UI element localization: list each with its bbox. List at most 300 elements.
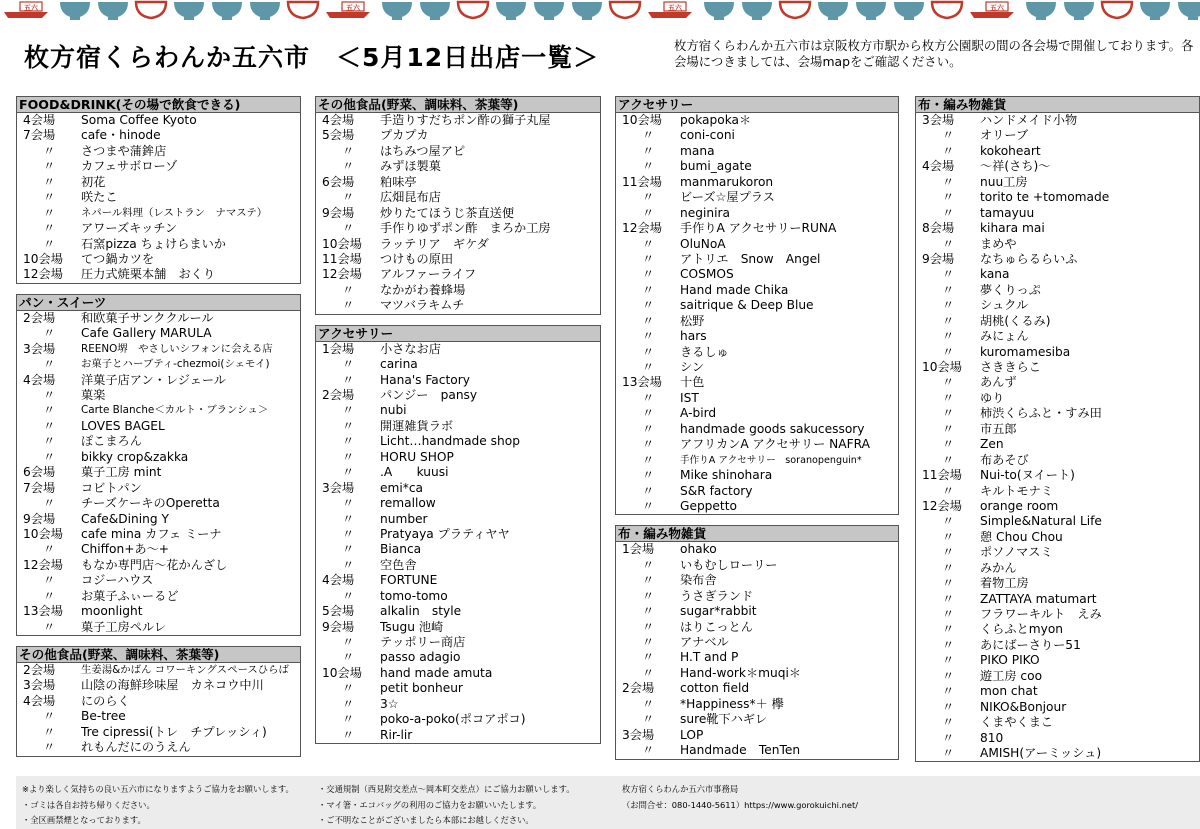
vendor-row xyxy=(316,159,600,174)
vendor-row xyxy=(616,573,898,588)
vendor-row xyxy=(616,542,898,557)
vendor-name: 松野 xyxy=(680,313,705,328)
venue-number: 12会場 xyxy=(922,498,962,513)
vendor-name: ohako xyxy=(680,542,717,557)
venue-number: 〃 xyxy=(43,542,56,557)
vendor-name: Chiffon+あ〜+ xyxy=(81,542,169,557)
venue-number: 〃 xyxy=(642,604,655,619)
vendor-row xyxy=(17,450,300,465)
vendor-name: manmarukoron xyxy=(680,174,774,189)
vendor-row xyxy=(17,558,300,573)
vendor-row xyxy=(916,283,1199,298)
venue-number: 〃 xyxy=(642,483,655,498)
venue-number: 〃 xyxy=(342,727,355,742)
vendor-row xyxy=(316,190,600,205)
vendor-row xyxy=(316,267,600,282)
vendor-name: 生姜湯&かばん コワーキングスペースひらば xyxy=(81,664,289,676)
vendor-name: 圧力式焼栗本舗 おくり xyxy=(81,267,216,282)
vendor-row xyxy=(916,592,1199,607)
venue-number: 〃 xyxy=(342,190,355,205)
bowl-outline-icon xyxy=(610,2,640,18)
section-header: その他食品(野菜、調味料、茶葉等) xyxy=(17,647,300,663)
vendor-row xyxy=(616,635,898,650)
bowl-icon xyxy=(704,2,734,18)
bowl-foot-icon xyxy=(1188,17,1198,20)
venue-number: 〃 xyxy=(43,159,56,174)
vendor-row xyxy=(916,638,1199,653)
vendor-row xyxy=(17,709,300,724)
venue-number: 〃 xyxy=(43,221,56,236)
footer-note: ・ゴミは各自お持ち帰りください。 xyxy=(22,799,155,810)
venue-number: 〃 xyxy=(642,329,655,344)
vendor-name: くらふとmyon xyxy=(980,622,1064,637)
vendor-row xyxy=(916,514,1199,529)
vendor-row xyxy=(316,481,600,496)
section-header: 布・編み物雑貨 xyxy=(916,97,1199,113)
banner-logo-text: 五六 xyxy=(24,4,38,12)
bowl-outline-icon xyxy=(1102,2,1132,18)
venue-number: 〃 xyxy=(342,143,355,158)
venue-number: 11会場 xyxy=(322,251,362,266)
vendor-name: 着物工房 xyxy=(980,576,1029,591)
venue-number: 6会場 xyxy=(23,465,56,480)
vendor-name: フラワーキルト えみ xyxy=(980,607,1102,621)
venue-number: 〃 xyxy=(642,128,655,143)
vendor-name: 十色 xyxy=(680,375,705,390)
vendor-row xyxy=(916,684,1199,699)
footer-note: ・ご不明なことがございましたら本部にお越しください。 xyxy=(318,815,534,825)
vendor-row xyxy=(17,725,300,740)
vendor-row xyxy=(17,589,300,604)
vendor-row xyxy=(316,237,600,252)
vendor-name: カフェサボローゾ xyxy=(81,159,178,174)
venue-number: 〃 xyxy=(43,709,56,724)
vendor-name: PIKO PIKO xyxy=(980,653,1040,668)
vendor-name: coni-coni xyxy=(680,128,735,143)
venue-number: 〃 xyxy=(942,267,955,282)
vendor-section xyxy=(915,96,1200,762)
vendor-name: remallow xyxy=(380,496,436,511)
vendor-name: ビーズ☆屋プラス xyxy=(680,190,775,205)
footer-note: ※より楽しく気持ちの良い五六市になりますようご協力をお願いします。 xyxy=(22,784,294,794)
vendor-name: シン xyxy=(680,360,705,374)
vendor-name: saitrique & Deep Blue xyxy=(680,298,814,313)
vendor-name: emi*ca xyxy=(380,480,424,495)
vendor-name: なかがわ養蜂場 xyxy=(380,282,466,297)
vendor-name: kuromamesiba xyxy=(980,344,1071,359)
venue-number: 〃 xyxy=(43,357,56,372)
vendor-name: poko-a-poko(ポコアポコ) xyxy=(380,712,526,727)
vendor-name: nubi xyxy=(380,403,407,418)
venue-number: 〃 xyxy=(342,496,355,511)
vendor-row xyxy=(616,159,898,174)
vendor-row xyxy=(316,144,600,159)
vendor-name: みずほ製菓 xyxy=(380,159,441,174)
venue-number: 〃 xyxy=(43,449,56,464)
vendor-row xyxy=(916,561,1199,576)
vendor-row xyxy=(316,113,600,128)
vendor-name: hars xyxy=(680,329,707,344)
vendor-name: mon chat xyxy=(980,684,1038,699)
vendor-name: いもむしローリー xyxy=(680,557,778,572)
vendor-row xyxy=(17,206,300,221)
vendor-name: 布あそび xyxy=(980,452,1029,467)
vendor-row xyxy=(616,237,898,252)
bowl-foot-icon xyxy=(752,17,762,20)
vendor-name: ゆり xyxy=(980,390,1005,405)
footer-note: ・マイ箸・エコバッグの利用のご協力をお願いいたします。 xyxy=(318,799,542,810)
venue-number: 〃 xyxy=(942,483,955,498)
vendor-name: nuu工房 xyxy=(980,174,1028,189)
vendor-name: 石窯pizza ちょけらまいか xyxy=(81,236,226,251)
bowl-foot-icon xyxy=(506,17,516,20)
vendor-row xyxy=(316,175,600,190)
vendor-name: ぽこまろん xyxy=(81,434,142,449)
venue-number: 10会場 xyxy=(23,251,63,266)
venue-number: 〃 xyxy=(43,403,56,418)
vendor-row xyxy=(616,221,898,236)
vendor-row xyxy=(17,419,300,434)
vendor-name: Rir-lir xyxy=(380,727,413,742)
vendor-row xyxy=(616,314,898,329)
venue-number: 〃 xyxy=(43,496,56,511)
vendor-row xyxy=(616,298,898,313)
vendor-row xyxy=(616,144,898,159)
vendor-name: 手作りゆずポン酢 まろか工房 xyxy=(380,221,551,236)
venue-number: 〃 xyxy=(43,236,56,251)
vendor-name: まめや xyxy=(980,236,1017,251)
bowl-foot-icon xyxy=(828,17,838,20)
venue-number: 〃 xyxy=(43,588,56,603)
venue-number: 〃 xyxy=(642,236,655,251)
vendor-name: neginira xyxy=(680,205,730,220)
vendor-row xyxy=(616,666,898,681)
vendor-row xyxy=(17,159,300,174)
vendor-name: 菓楽 xyxy=(81,388,106,402)
venue-number: 3会場 xyxy=(922,113,955,127)
vendor-row xyxy=(316,681,600,696)
vendor-row xyxy=(17,237,300,252)
venue-number: 〃 xyxy=(43,619,56,634)
vendor-row xyxy=(316,496,600,511)
vendor-row xyxy=(616,468,898,483)
vendor-name: 洋菓子店アン・レジェール xyxy=(81,372,226,387)
bowl-icon xyxy=(382,2,412,18)
section-header: パン・スイーツ xyxy=(17,295,300,311)
vendor-name: ラッテリア ギケダ xyxy=(380,236,489,251)
vendor-row xyxy=(916,144,1199,159)
vendor-row xyxy=(17,342,300,357)
vendor-name: オリーブ xyxy=(980,128,1029,143)
vendor-row xyxy=(316,573,600,588)
vendor-name: Hand-work＊muqi＊ xyxy=(680,665,802,680)
vendor-row xyxy=(916,113,1199,128)
venue-number: 〃 xyxy=(942,282,955,297)
vendor-name: 初花 xyxy=(81,174,106,189)
venue-number: 〃 xyxy=(342,681,355,696)
venue-number: 〃 xyxy=(942,529,955,544)
banner-logo-text: 五六 xyxy=(990,4,1004,12)
bowl-icon xyxy=(174,2,204,18)
venue-number: 10会場 xyxy=(23,526,63,541)
venue-number: 4会場 xyxy=(322,573,355,588)
venue-number: 1会場 xyxy=(622,542,655,557)
venue-number: 〃 xyxy=(642,267,655,282)
venue-number: 〃 xyxy=(942,205,955,220)
venue-number: 10会場 xyxy=(322,236,362,251)
vendor-name: キルトモナミ xyxy=(980,483,1054,498)
vendor-name: みかん xyxy=(980,560,1017,575)
vendor-row xyxy=(316,728,600,743)
venue-number: 〃 xyxy=(942,653,955,668)
bowl-foot-icon xyxy=(1150,17,1160,20)
venue-number: 〃 xyxy=(642,159,655,174)
venue-number: 4会場 xyxy=(23,113,56,127)
vendor-row xyxy=(916,669,1199,684)
venue-number: 〃 xyxy=(942,421,955,436)
venue-number: 2会場 xyxy=(23,310,56,325)
vendor-section xyxy=(16,646,301,757)
section-header: アクセサリー xyxy=(616,97,898,113)
vendor-name: あにばーさりー51 xyxy=(980,637,1081,652)
venue-number: 〃 xyxy=(642,557,655,572)
vendor-row xyxy=(916,314,1199,329)
venue-number: 〃 xyxy=(942,375,955,390)
vendor-name: Nui-to(ヌイート) xyxy=(980,468,1075,483)
vendor-row xyxy=(316,635,600,650)
vendor-name: なちゅらるらいふ xyxy=(980,251,1078,266)
venue-number: 〃 xyxy=(942,715,955,730)
vendor-row xyxy=(316,697,600,712)
vendor-name: 咲たこ xyxy=(81,190,118,205)
vendor-name: Bianca xyxy=(380,542,422,557)
vendor-row xyxy=(316,252,600,267)
vendor-row xyxy=(616,375,898,390)
venue-number: 〃 xyxy=(942,143,955,158)
venue-number: 〃 xyxy=(642,143,655,158)
vendor-name: LOP xyxy=(680,727,704,742)
boat-icon xyxy=(970,12,1014,18)
vendor-name: 手作りA アクセサリーRUNA xyxy=(680,221,837,236)
vendor-row xyxy=(316,342,600,357)
venue-number: 〃 xyxy=(642,588,655,603)
venue-number: 〃 xyxy=(43,418,56,433)
vendor-row xyxy=(616,484,898,499)
page-title: 枚方宿くらわんか五六市 ＜5月12日出店一覧＞ xyxy=(24,43,600,72)
venue-number: 〃 xyxy=(642,205,655,220)
bowl-outline-icon xyxy=(932,2,962,18)
venue-number: 9会場 xyxy=(922,251,955,266)
footer-note: ・全区画禁煙となっております。 xyxy=(22,815,146,825)
vendor-name: IST xyxy=(680,390,699,405)
vendor-row xyxy=(316,542,600,557)
venue-number: 〃 xyxy=(342,357,355,372)
venue-number: 〃 xyxy=(942,329,955,344)
vendor-row xyxy=(616,453,898,468)
vendor-row xyxy=(916,159,1199,174)
vendor-row xyxy=(17,678,300,693)
vendor-row xyxy=(316,388,600,403)
vendor-row xyxy=(17,326,300,341)
bowl-foot-icon xyxy=(866,17,876,20)
footer-col-3 xyxy=(622,782,858,813)
vendor-row xyxy=(916,237,1199,252)
vendor-name: torito te +tomomade xyxy=(980,190,1110,205)
venue-number: 〃 xyxy=(642,421,655,436)
vendor-name: AMISH(アーミッシュ) xyxy=(980,745,1102,760)
vendor-row xyxy=(17,175,300,190)
venue-number: 〃 xyxy=(342,557,355,572)
vendor-name: Handmade TenTen xyxy=(680,743,801,758)
vendor-row xyxy=(316,434,600,449)
vendor-row xyxy=(916,298,1199,313)
vendor-row xyxy=(316,128,600,143)
vendor-row xyxy=(17,694,300,709)
vendor-name: moonlight xyxy=(81,604,143,619)
vendor-name: Soma Coffee Kyoto xyxy=(81,113,197,127)
vendor-row xyxy=(616,558,898,573)
vendor-row xyxy=(916,453,1199,468)
venue-number: 〃 xyxy=(642,573,655,588)
bowl-icon xyxy=(1140,2,1170,18)
venue-number: 〃 xyxy=(43,190,56,205)
vendor-name: *Happiness*＋ 欅 xyxy=(680,696,784,711)
vendor-name: Tsugu 池崎 xyxy=(380,619,444,634)
venue-number: 12会場 xyxy=(322,267,362,282)
vendor-row xyxy=(916,530,1199,545)
vendor-name: お菓子とハーブティ-chezmoi(シェモイ) xyxy=(81,358,270,371)
vendor-section xyxy=(615,525,899,759)
vendor-row xyxy=(316,620,600,635)
venue-number: 〃 xyxy=(942,437,955,452)
vendor-section xyxy=(315,96,601,315)
vendor-row xyxy=(316,527,600,542)
vendor-name: Simple&Natural Life xyxy=(980,514,1102,529)
bowl-foot-icon xyxy=(582,17,592,20)
vendor-name: 和欧菓子サンククルール xyxy=(81,310,214,325)
vendor-name: kokoheart xyxy=(980,143,1041,158)
venue-number: 10会場 xyxy=(322,665,362,680)
venue-number: 〃 xyxy=(342,696,355,711)
venue-number: 12会場 xyxy=(23,557,63,572)
bowl-icon xyxy=(742,2,772,18)
venue-number: 4会場 xyxy=(23,372,56,387)
venue-number: 4会場 xyxy=(23,693,56,708)
vendor-name: tomo-tomo xyxy=(380,588,448,603)
vendor-row xyxy=(916,252,1199,267)
venue-number: 〃 xyxy=(642,468,655,483)
vendor-row xyxy=(17,373,300,388)
vendor-name: FORTUNE xyxy=(380,573,438,588)
vendor-row xyxy=(916,576,1199,591)
venue-number: 12会場 xyxy=(23,267,63,282)
vendor-name: れもんだにのうえん xyxy=(81,740,191,755)
vendor-name: COSMOS xyxy=(680,267,734,282)
venue-number: 9会場 xyxy=(23,511,56,526)
vendor-name: REENO堺 やさしいシフォンに会える店 xyxy=(81,342,273,355)
vendor-row xyxy=(916,484,1199,499)
vendor-row xyxy=(916,468,1199,483)
bowl-icon xyxy=(1178,2,1200,18)
vendor-row xyxy=(616,499,898,514)
venue-number: 13会場 xyxy=(622,375,662,390)
venue-number: 〃 xyxy=(942,390,955,405)
vendor-row xyxy=(916,700,1199,715)
vendor-name: 手作りA アクセサリー soranopenguin* xyxy=(680,454,862,466)
vendor-row xyxy=(616,345,898,360)
vendor-name: お菓子ふぃーるど xyxy=(81,588,179,603)
venue-number: 〃 xyxy=(43,143,56,158)
vendor-name: 小さなお店 xyxy=(380,341,441,356)
venue-number: 2会場 xyxy=(322,388,355,402)
vendor-name: Carte Blanche＜カルト・ブランシュ＞ xyxy=(81,404,269,417)
column-3 xyxy=(615,96,899,770)
vendor-row xyxy=(616,283,898,298)
venue-number: 〃 xyxy=(642,437,655,452)
vendor-section xyxy=(16,96,301,284)
venue-number: 〃 xyxy=(642,635,655,649)
vendor-row xyxy=(316,419,600,434)
vendor-row xyxy=(17,357,300,372)
vendor-name: Be-tree xyxy=(81,709,126,724)
vendor-name: Pratyaya プラティヤヤ xyxy=(380,526,510,541)
venue-number: 〃 xyxy=(642,282,655,297)
vendor-row xyxy=(17,113,300,128)
venue-number: 9会場 xyxy=(322,619,355,634)
venue-number: 〃 xyxy=(342,434,355,449)
vendor-name: pokapoka＊ xyxy=(680,113,752,127)
bowl-icon xyxy=(250,2,280,18)
venue-number: 〃 xyxy=(43,326,56,341)
vendor-row xyxy=(916,422,1199,437)
vendor-name: テッポリー商店 xyxy=(380,635,466,649)
venue-number: 〃 xyxy=(642,498,655,513)
vendor-row xyxy=(916,329,1199,344)
vendor-row xyxy=(316,206,600,221)
vendor-row xyxy=(17,496,300,511)
vendor-row xyxy=(17,434,300,449)
vendor-row xyxy=(316,650,600,665)
venue-number: 〃 xyxy=(942,406,955,421)
vendor-name: プカプカ xyxy=(380,128,429,143)
venue-number: 1会場 xyxy=(322,341,355,356)
venue-number: 〃 xyxy=(43,740,56,755)
column-4 xyxy=(915,96,1200,772)
vendor-row xyxy=(616,252,898,267)
vendor-row xyxy=(17,527,300,542)
venue-number: 〃 xyxy=(342,298,355,313)
bowl-foot-icon xyxy=(184,17,194,20)
venue-number: 〃 xyxy=(43,434,56,449)
venue-number: 〃 xyxy=(942,560,955,575)
vendor-name: sure靴下ハギレ xyxy=(680,712,768,727)
venue-number: 〃 xyxy=(43,573,56,588)
vendor-name: アルファーライフ xyxy=(380,267,477,282)
bowl-icon xyxy=(894,2,924,18)
vendor-row xyxy=(616,728,898,743)
venue-number: 〃 xyxy=(942,298,955,313)
vendor-name: マツバラキムチ xyxy=(380,298,465,313)
venue-number: 〃 xyxy=(642,406,655,421)
vendor-name: tamayuu xyxy=(980,205,1035,220)
bowl-foot-icon xyxy=(544,17,554,20)
vendor-name: てつ鍋カツを xyxy=(81,251,155,266)
vendor-row xyxy=(616,360,898,375)
venue-number: 〃 xyxy=(942,313,955,328)
vendor-name: あんず xyxy=(980,375,1017,390)
vendor-row xyxy=(316,403,600,418)
vendor-name: bumi_agate xyxy=(680,159,752,174)
